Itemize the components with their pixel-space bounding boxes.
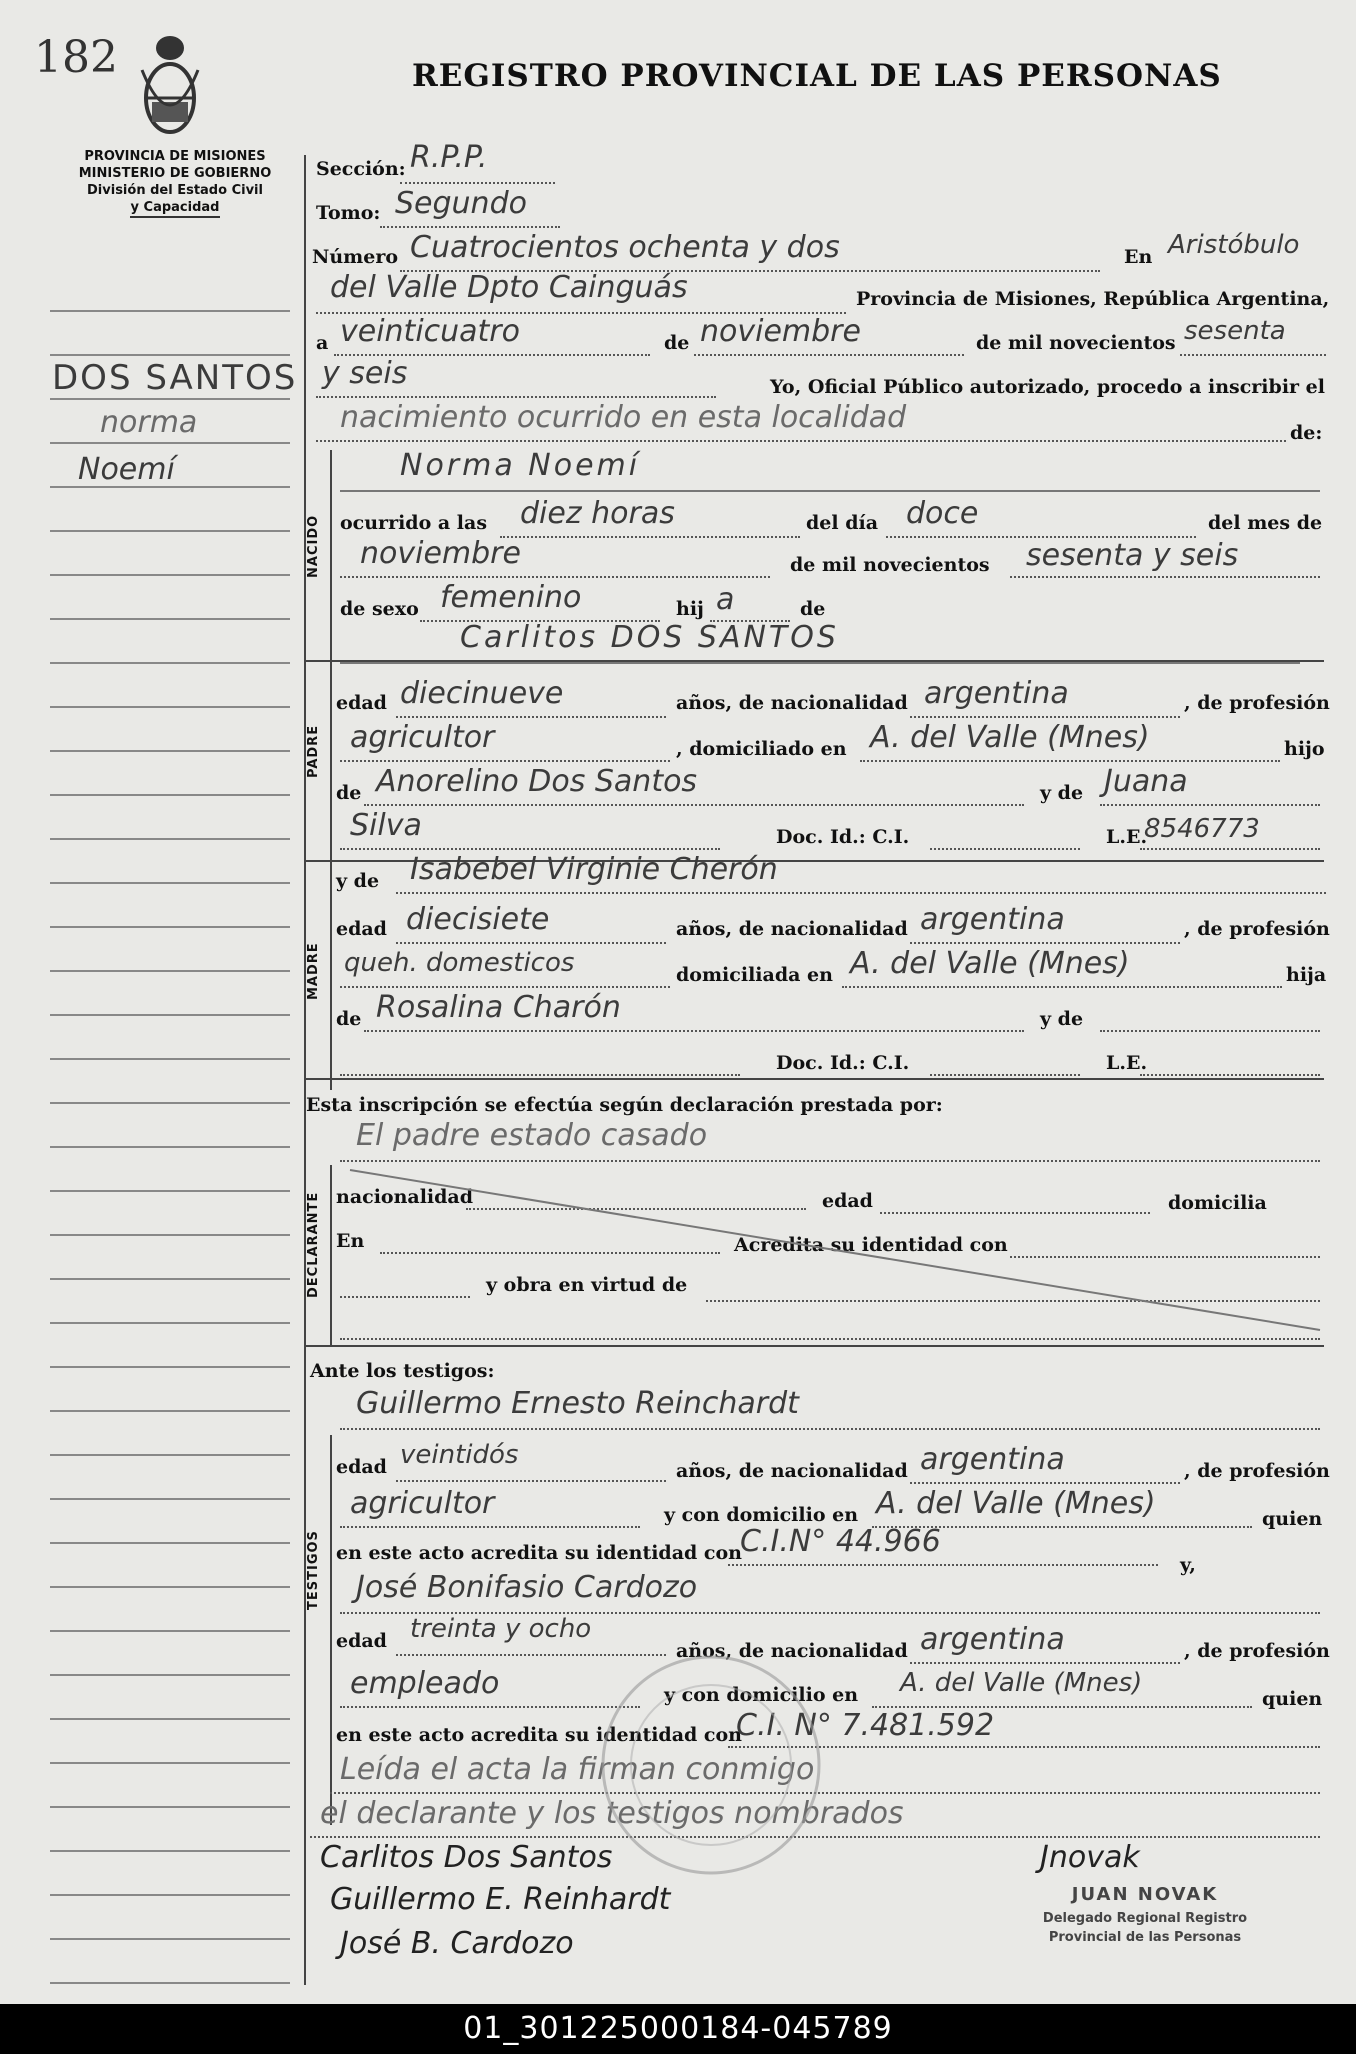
- label-con-dom-t2: y con domicilio en: [664, 1684, 859, 1706]
- ministry-line: PROVINCIA DE MISIONES: [84, 149, 266, 164]
- margin-note-name2: Noemí: [78, 452, 175, 487]
- value-padre-madre: Juana: [1104, 764, 1188, 799]
- official-stamp: [1000, 1884, 1290, 1945]
- label-del-mes: del mes de: [1208, 512, 1323, 534]
- label-y-comma: y,: [1180, 1554, 1196, 1576]
- label-del-dia: del día: [806, 512, 879, 534]
- label-hija: hija: [1286, 964, 1327, 986]
- value-t2-dom: A. del Valle (Mnes): [900, 1668, 1143, 1698]
- margin-ruled-line: [50, 970, 290, 972]
- margin-ruled-line: [50, 1806, 290, 1808]
- margin-ruled-line: [50, 1938, 290, 1940]
- label-de-mil: de mil novecientos: [976, 332, 1176, 354]
- signature-oficial: Jnovak: [1040, 1840, 1140, 1875]
- label-anos-t2: años, de nacionalidad: [676, 1640, 908, 1662]
- value-t1-doc: C.I.N° 44.966: [740, 1524, 941, 1559]
- margin-ruled-line: [50, 574, 290, 576]
- value-padre-dom: A. del Valle (Mnes): [870, 720, 1150, 755]
- label-ante: Ante los testigos:: [310, 1360, 495, 1382]
- official-seal: [596, 1650, 826, 1880]
- padre-prof-line: [340, 760, 670, 762]
- margin-ruled-line: [50, 442, 290, 444]
- scan-identifier: 01_301225000184-045789: [0, 2004, 1356, 2054]
- value-mes-nac: noviembre: [360, 536, 521, 571]
- label-quien-t1: quien: [1262, 1508, 1323, 1530]
- label-en-decl: En: [336, 1230, 365, 1252]
- value-padre-prof: agricultor: [350, 720, 495, 755]
- value-padre-padre: Anorelino Dos Santos: [376, 764, 698, 799]
- margin-ruled-line: [50, 1498, 290, 1500]
- frame-left-border: [304, 155, 306, 1985]
- madre-blank-line: [340, 1074, 740, 1076]
- label-domicilia: domicilia: [1168, 1192, 1267, 1214]
- value-hora: diez horas: [520, 496, 675, 531]
- value-localidad: del Valle Dpto Cainguás: [330, 270, 688, 305]
- label-de-mil-nac: de mil novecientos: [790, 554, 990, 576]
- margin-ruled-line: [50, 706, 290, 708]
- value-testigo2: José Bonifasio Cardozo: [356, 1570, 698, 1605]
- label-de-madre: de: [336, 1008, 362, 1030]
- value-hij: a: [716, 582, 735, 617]
- value-declarante: El padre estado casado: [356, 1118, 708, 1153]
- margin-ruled-line: [50, 1366, 290, 1368]
- value-testigo1: Guillermo Ernesto Reinchardt: [356, 1386, 799, 1421]
- label-edad-decl: edad: [822, 1190, 873, 1212]
- margin-ruled-line: [50, 1322, 290, 1324]
- hecho-line: [316, 440, 1286, 442]
- margin-ruled-line: [50, 310, 290, 312]
- margin-ruled-line: [50, 838, 290, 840]
- madre-nac-line: [910, 942, 1180, 944]
- margin-ruled-line: [50, 1190, 290, 1192]
- margin-ruled-line: [50, 618, 290, 620]
- page-number: 182: [34, 32, 118, 83]
- label-edad-t1: edad: [336, 1456, 387, 1478]
- label-numero: Número: [312, 246, 399, 268]
- value-tomo: Segundo: [395, 186, 527, 221]
- margin-note-surname: DOS SANTOS: [52, 358, 298, 398]
- label-de-colon: de:: [1290, 422, 1323, 444]
- label-provincia: Provincia de Misiones, República Argentina,: [856, 288, 1330, 310]
- padre-nac-line: [910, 716, 1180, 718]
- value-t2-nac: argentina: [920, 1622, 1065, 1657]
- testigo1-line: [340, 1428, 1320, 1430]
- signature-testigo2: José B. Cardozo: [340, 1926, 574, 1961]
- value-closing1: Leída el acta la firman conmigo: [340, 1752, 815, 1787]
- label-le-padre: L.E.: [1106, 826, 1148, 848]
- label-domiciliada: domiciliada en: [676, 964, 833, 986]
- value-t2-edad: treinta y ocho: [410, 1614, 592, 1644]
- national-emblem: [138, 30, 202, 140]
- label-doc-madre: Doc. Id.: C.I.: [776, 1052, 910, 1074]
- label-a: a: [316, 332, 329, 354]
- label-y-de-madre: y de: [336, 870, 380, 892]
- value-padre-nombre: Carlitos DOS SANTOS: [460, 620, 839, 655]
- value-madre-prof: queh. domesticos: [344, 948, 575, 978]
- value-padre-edad: diecinueve: [400, 676, 564, 711]
- anio2-line: [316, 396, 716, 398]
- label-y-de-padre: y de: [1040, 782, 1084, 804]
- label-hij: hij: [676, 598, 704, 620]
- padre-edad-line: [396, 716, 666, 718]
- padre-ci-line: [930, 848, 1080, 850]
- padre-madre2-line: [340, 848, 720, 850]
- label-testigos: TESTIGOS: [306, 1530, 321, 1610]
- section-rule: [304, 1345, 1324, 1347]
- margin-ruled-line: [50, 530, 290, 532]
- t1-doc-line: [728, 1564, 1158, 1566]
- section-divider: [330, 1435, 332, 1825]
- margin-ruled-line: [50, 1542, 290, 1544]
- value-sexo: femenino: [440, 580, 582, 615]
- anio-nac-line: [1010, 576, 1320, 578]
- label-en: En: [1124, 246, 1153, 268]
- value-closing2: el declarante y los testigos nombrados: [320, 1796, 904, 1831]
- value-padre-le: 8546773: [1144, 814, 1260, 844]
- hora-line: [500, 536, 800, 538]
- margin-ruled-line: [50, 354, 290, 356]
- signature-declarante: Carlitos Dos Santos: [320, 1840, 613, 1875]
- value-dia: veinticuatro: [340, 314, 520, 349]
- value-padre-nac: argentina: [924, 676, 1069, 711]
- madre-prof-line: [340, 986, 670, 988]
- padre-nombre-line: [340, 662, 1300, 664]
- label-domiciliado: , domiciliado en: [676, 738, 847, 760]
- value-anio: sesenta: [1184, 316, 1286, 346]
- margin-ruled-line: [50, 1058, 290, 1060]
- t2-prof-line: [340, 1706, 640, 1708]
- padre-dom-line: [860, 760, 1280, 762]
- stamp-name: JUAN NOVAK: [1071, 1884, 1219, 1905]
- margin-ruled-line: [50, 1102, 290, 1104]
- margin-ruled-line: [50, 1718, 290, 1720]
- value-dia-nac: doce: [906, 496, 979, 531]
- madre-edad-line: [396, 942, 666, 944]
- cancel-stroke: [330, 1160, 1330, 1340]
- label-anos-padre: años, de nacionalidad: [676, 692, 908, 714]
- margin-ruled-line: [50, 1586, 290, 1588]
- margin-ruled-line: [50, 1146, 290, 1148]
- value-anio-nac: sesenta y seis: [1026, 538, 1239, 573]
- label-edad-madre: edad: [336, 918, 387, 940]
- value-anio2: y seis: [322, 356, 408, 391]
- mes-nac-line: [340, 576, 770, 578]
- label-edad-t2: edad: [336, 1630, 387, 1652]
- margin-ruled-line: [50, 1762, 290, 1764]
- t1-edad-line: [396, 1480, 666, 1482]
- madre-madre2-line: [1100, 1030, 1320, 1032]
- label-edad-padre: edad: [336, 692, 387, 714]
- ministry-block: [60, 148, 290, 218]
- label-padre: PADRE: [306, 724, 321, 778]
- margin-ruled-line: [50, 1234, 290, 1236]
- value-madre-dom: A. del Valle (Mnes): [850, 946, 1130, 981]
- label-quien-t2: quien: [1262, 1688, 1323, 1710]
- label-prof-padre: , de profesión: [1184, 692, 1330, 714]
- label-nacido: NACIDO: [306, 514, 321, 578]
- label-de-sexo-de: de: [800, 598, 826, 620]
- label-acredita: Acredita su identidad con: [734, 1234, 1008, 1256]
- label-tomo: Tomo:: [316, 202, 381, 224]
- label-con-dom-t1: y con domicilio en: [664, 1504, 859, 1526]
- value-numero: Cuatrocientos ochenta y dos: [410, 230, 840, 265]
- mes-line: [694, 354, 964, 356]
- label-y-de-madre2: y de: [1040, 1008, 1084, 1030]
- label-anos-madre: años, de nacionalidad: [676, 918, 908, 940]
- madre-ci-line: [930, 1074, 1080, 1076]
- label-prof-t2: , de profesión: [1184, 1640, 1330, 1662]
- margin-ruled-line: [50, 1850, 290, 1852]
- label-acredita-t1: en este acto acredita su identidad con: [336, 1542, 742, 1564]
- margin-ruled-line: [50, 1630, 290, 1632]
- page-title: REGISTRO PROVINCIAL DE LAS PERSONAS: [412, 58, 1222, 94]
- stamp-role-2: Provincial de las Personas: [1048, 1930, 1242, 1945]
- padre-le-line: [1140, 848, 1320, 850]
- value-t1-dom: A. del Valle (Mnes): [876, 1486, 1156, 1521]
- label-declarante: DECLARANTE: [306, 1191, 321, 1298]
- margin-ruled-line: [50, 662, 290, 664]
- margin-ruled-line: [50, 1014, 290, 1016]
- margin-ruled-line: [50, 1410, 290, 1412]
- madre-dom-line: [842, 986, 1282, 988]
- label-de-padre: de: [336, 782, 362, 804]
- stamp-role-1: Delegado Regional Registro: [1042, 1911, 1248, 1926]
- value-seccion: R.P.P.: [410, 140, 488, 175]
- margin-ruled-line: [50, 398, 290, 400]
- madre-nombre-line: [396, 892, 1326, 894]
- margin-ruled-line: [50, 1894, 290, 1896]
- label-obra: y obra en virtud de: [486, 1274, 688, 1296]
- margin-note-name: norma: [100, 405, 198, 440]
- anio-line: [1180, 354, 1326, 356]
- value-t1-edad: veintidós: [400, 1440, 519, 1470]
- ministry-line: MINISTERIO DE GOBIERNO: [78, 166, 272, 181]
- margin-ruled-line: [50, 750, 290, 752]
- value-t1-prof: agricultor: [350, 1486, 495, 1521]
- label-declaracion: Esta inscripción se efectúa según declaración prestada por:: [306, 1094, 943, 1116]
- padre-madre-line: [1100, 804, 1320, 806]
- section-rule: [304, 1078, 1324, 1080]
- label-doc-padre: Doc. Id.: C.I.: [776, 826, 910, 848]
- section-divider: [330, 450, 332, 1090]
- value-t2-doc: C.I. N° 7.481.592: [736, 1708, 995, 1743]
- value-t2-prof: empleado: [350, 1666, 500, 1701]
- margin-ruled-line: [50, 1454, 290, 1456]
- madre-le-line: [1140, 1074, 1320, 1076]
- label-de-sexo: de sexo: [340, 598, 419, 620]
- value-mes: noviembre: [700, 314, 861, 349]
- label-yo-oficial: Yo, Oficial Público autorizado, procedo a inscribir el: [770, 376, 1325, 398]
- value-t1-nac: argentina: [920, 1442, 1065, 1477]
- ministry-line: y Capacidad: [130, 199, 220, 218]
- value-madre-nac: argentina: [920, 902, 1065, 937]
- value-en: Aristóbulo: [1168, 230, 1300, 260]
- padre-padre-line: [364, 804, 1024, 806]
- margin-ruled-line: [50, 486, 290, 488]
- value-madre-nombre: Isabebel Virginie Cherón: [410, 852, 778, 887]
- label-seccion: Sección:: [316, 158, 406, 180]
- label-prof-t1: , de profesión: [1184, 1460, 1330, 1482]
- value-nombre: Norma Noemí: [400, 448, 641, 483]
- value-madre-madre: Rosalina Charón: [376, 990, 621, 1025]
- ministry-line: División del Estado Civil: [87, 183, 263, 198]
- tomo-line: [380, 226, 560, 228]
- value-padre-madre2: Silva: [350, 808, 422, 843]
- t2-nac-line: [910, 1662, 1180, 1664]
- margin-ruled-line: [50, 1674, 290, 1676]
- label-le-madre: L.E.: [1106, 1052, 1148, 1074]
- value-hecho: nacimiento ocurrido en esta localidad: [340, 400, 907, 435]
- label-hijo: hijo: [1284, 738, 1325, 760]
- label-anos-t1: años, de nacionalidad: [676, 1460, 908, 1482]
- label-ocurrido: ocurrido a las: [340, 512, 488, 534]
- madre-madre-line: [364, 1030, 1024, 1032]
- t1-prof-line: [340, 1526, 640, 1528]
- label-madre: MADRE: [306, 942, 321, 1000]
- label-prof-madre: , de profesión: [1184, 918, 1330, 940]
- label-nacionalidad: nacionalidad: [336, 1186, 474, 1208]
- margin-ruled-line: [50, 794, 290, 796]
- margin-ruled-line: [50, 926, 290, 928]
- value-madre-edad: diecisiete: [406, 902, 550, 937]
- seccion-line: [400, 182, 555, 184]
- margin-ruled-line: [50, 1278, 290, 1280]
- signature-testigo1: Guillermo E. Reinhardt: [330, 1882, 671, 1917]
- label-acredita-t2: en este acto acredita su identidad con: [336, 1724, 742, 1746]
- label-de: de: [664, 332, 690, 354]
- margin-ruled-line: [50, 1982, 290, 1984]
- t1-nac-line: [910, 1482, 1180, 1484]
- nombre-line: [340, 490, 1320, 492]
- margin-ruled-line: [50, 882, 290, 884]
